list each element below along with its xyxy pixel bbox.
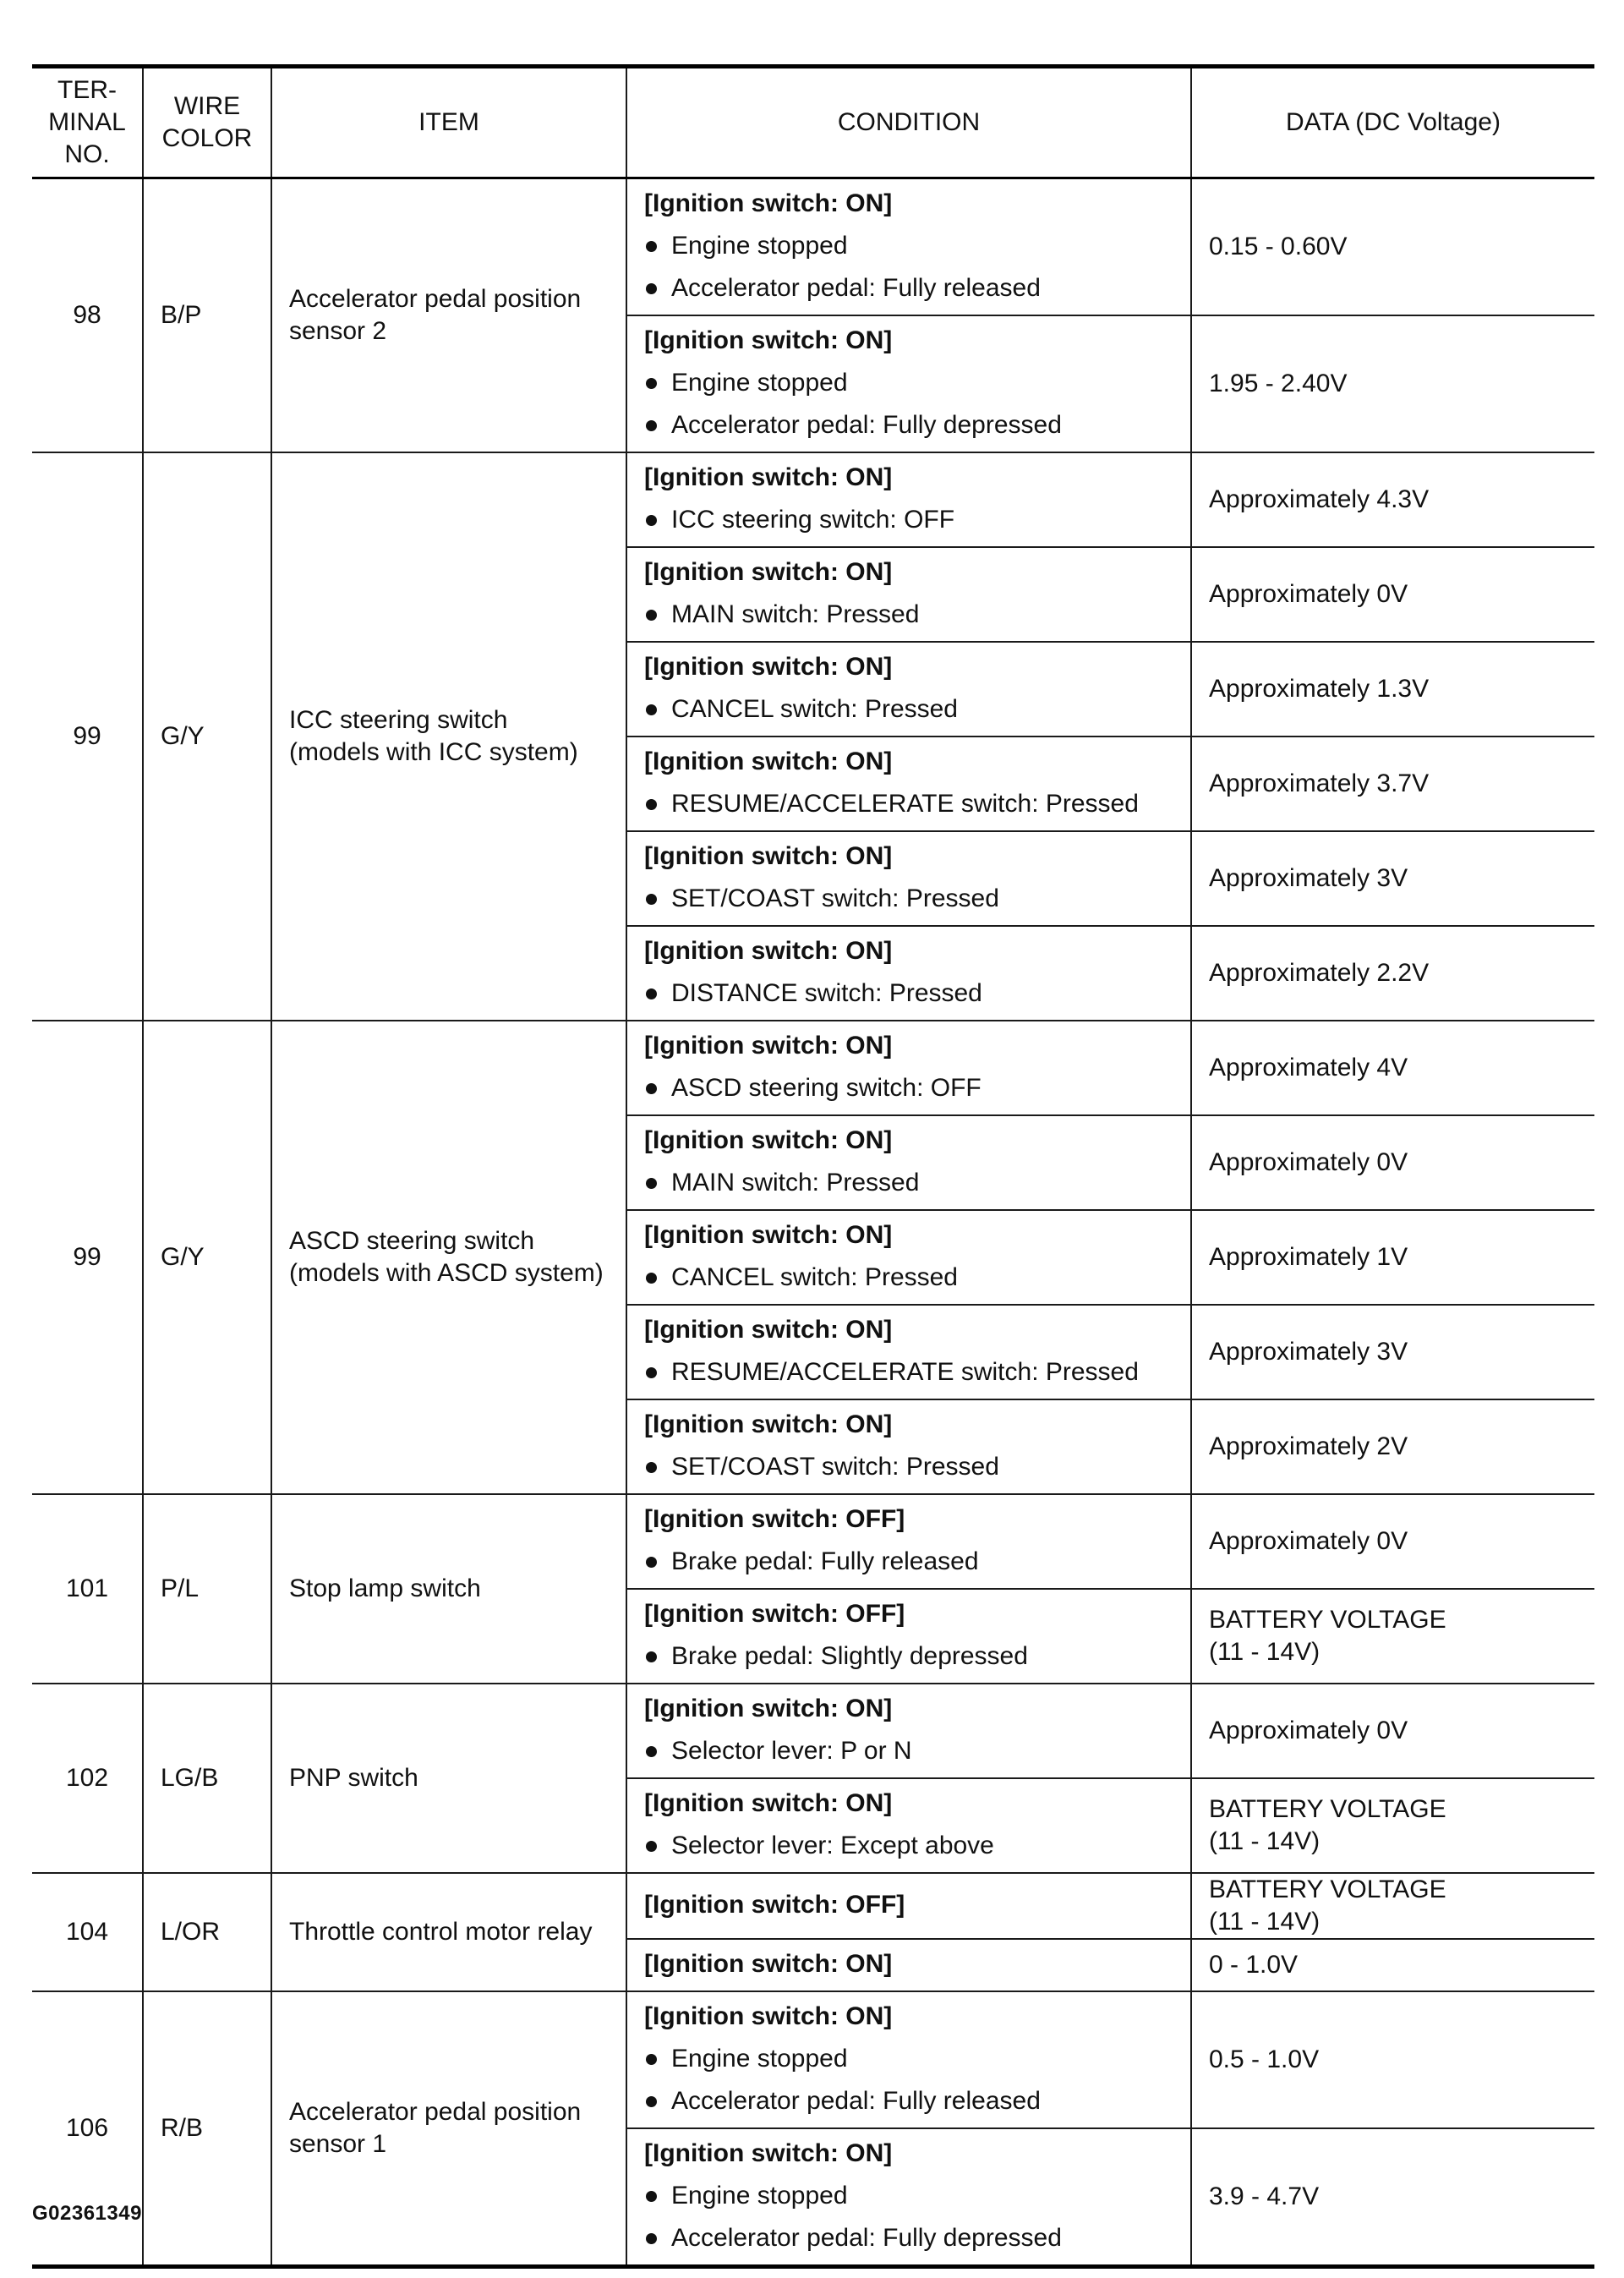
item-text-line: Throttle control motor relay [289, 1918, 593, 1946]
condition-cell [626, 178, 1191, 316]
condition-bullet-text: DISTANCE switch: Pressed [671, 979, 982, 1007]
condition-cell [626, 1494, 1191, 1589]
condition-bullet-text: Accelerator pedal: Fully released [671, 274, 1041, 302]
voltage-data-cell [1191, 178, 1594, 316]
item-cell [271, 1873, 626, 1991]
condition-bullet-text: CANCEL switch: Pressed [671, 1263, 958, 1291]
condition-bullet-text: RESUME/ACCELERATE switch: Pressed [671, 1358, 1139, 1386]
condition-bullet-item [644, 688, 1182, 731]
condition-cell [626, 1684, 1191, 1778]
terminal-no-cell: 101 [32, 1494, 143, 1684]
bullet-icon [646, 1841, 657, 1852]
terminal-no-cell: 106 [32, 1991, 143, 2267]
condition-bullet-item [644, 2080, 1182, 2122]
condition-bullet-text: Selector lever: P or N [671, 1737, 912, 1765]
table-row [32, 1873, 1594, 1939]
condition-bullet-text: SET/COAST switch: Pressed [671, 1453, 999, 1481]
bullet-icon [646, 2096, 657, 2107]
condition-bullet-text: ASCD steering switch: OFF [671, 1074, 982, 1102]
condition-cell [626, 1778, 1191, 1873]
condition-bullet-item [644, 1730, 1182, 1772]
condition-bullet-text: Engine stopped [671, 2182, 848, 2210]
ignition-condition: [Ignition switch: ON] [644, 1221, 893, 1249]
condition-cell [626, 737, 1191, 831]
condition-cell [626, 642, 1191, 737]
condition-bullet-item [644, 783, 1182, 825]
condition-cell [626, 1873, 1191, 1939]
bullet-icon [646, 1083, 657, 1094]
ignition-condition: [Ignition switch: ON] [644, 937, 893, 965]
voltage-value-line: Approximately 0V [1209, 1527, 1408, 1555]
condition-bullet-item [644, 972, 1182, 1015]
item-text-line: ASCD steering switch [289, 1227, 535, 1255]
condition-bullet-item [644, 225, 1182, 267]
voltage-data-cell [1191, 1210, 1594, 1305]
wire-color-cell: G/Y [143, 1021, 271, 1494]
table-row [32, 178, 1594, 316]
header-terminal-no: TER- MINAL NO. [32, 67, 143, 178]
terminal-no-cell: 104 [32, 1873, 143, 1991]
table-row [32, 1021, 1594, 1115]
bullet-icon [646, 1367, 657, 1378]
terminal-no-cell: 98 [32, 178, 143, 453]
condition-cell [626, 547, 1191, 642]
ignition-condition: [Ignition switch: ON] [644, 2002, 893, 2030]
voltage-value-line: (11 - 14V) [1209, 1908, 1321, 1936]
condition-bullet-item [644, 878, 1182, 920]
condition-bullet-item [644, 1162, 1182, 1204]
terminal-no-cell: 99 [32, 452, 143, 1021]
condition-cell [626, 2128, 1191, 2267]
item-text-line: (models with ICC system) [289, 738, 578, 766]
condition-bullet-text: ICC steering switch: OFF [671, 506, 955, 534]
item-text-line: Accelerator pedal position [289, 2098, 582, 2126]
item-text-line: (models with ASCD system) [289, 1259, 604, 1287]
voltage-value-line: Approximately 4V [1209, 1054, 1408, 1082]
bullet-icon [646, 2191, 657, 2202]
condition-bullet-item [644, 1257, 1182, 1299]
voltage-data-cell [1191, 642, 1594, 737]
table-row [32, 1684, 1594, 1778]
condition-bullet-text: MAIN switch: Pressed [671, 1169, 920, 1196]
item-cell [271, 452, 626, 1021]
condition-bullet-text: CANCEL switch: Pressed [671, 695, 958, 723]
condition-cell [626, 1589, 1191, 1684]
voltage-data-cell [1191, 1399, 1594, 1494]
bullet-icon [646, 799, 657, 810]
condition-cell [626, 831, 1191, 926]
voltage-value-line: 3.9 - 4.7V [1209, 2182, 1320, 2210]
condition-bullet-item [644, 2038, 1182, 2080]
table-header [32, 67, 1594, 178]
voltage-data-cell [1191, 547, 1594, 642]
item-text-line: sensor 1 [289, 2130, 387, 2158]
condition-bullet-text: Brake pedal: Slightly depressed [671, 1642, 1028, 1670]
voltage-value-line: 1.95 - 2.40V [1209, 370, 1348, 397]
table-row [32, 1494, 1594, 1589]
voltage-value-line: BATTERY VOLTAGE [1209, 1606, 1446, 1634]
voltage-value-line: Approximately 0V [1209, 580, 1408, 608]
item-cell [271, 1494, 626, 1684]
condition-bullet-item [644, 1541, 1182, 1583]
ignition-condition: [Ignition switch: ON] [644, 1316, 893, 1344]
ignition-condition: [Ignition switch: ON] [644, 842, 893, 870]
item-cell [271, 1684, 626, 1873]
table-body [32, 178, 1594, 2267]
voltage-data-cell [1191, 926, 1594, 1021]
voltage-value-line: BATTERY VOLTAGE [1209, 1795, 1446, 1823]
voltage-data-cell [1191, 1684, 1594, 1778]
condition-bullet-text: Engine stopped [671, 232, 848, 260]
ignition-condition: [Ignition switch: ON] [644, 1950, 893, 1978]
wire-color-cell: R/B [143, 1991, 271, 2267]
item-text-line: Stop lamp switch [289, 1574, 481, 1602]
voltage-value-line: Approximately 0V [1209, 1717, 1408, 1744]
condition-bullet-item [644, 2175, 1182, 2217]
item-text-line: ICC steering switch [289, 706, 508, 734]
terminal-no-cell: 99 [32, 1021, 143, 1494]
ignition-condition: [Ignition switch: ON] [644, 1410, 893, 1438]
condition-cell [626, 452, 1191, 547]
voltage-value-line: Approximately 2.2V [1209, 959, 1430, 987]
voltage-value-line: Approximately 2V [1209, 1432, 1408, 1460]
item-text-line: sensor 2 [289, 317, 387, 345]
wire-color-cell: P/L [143, 1494, 271, 1684]
condition-bullet-text: Engine stopped [671, 2045, 848, 2073]
ignition-condition: [Ignition switch: OFF] [644, 1891, 905, 1919]
header-condition: CONDITION [626, 67, 1191, 178]
bullet-icon [646, 283, 657, 294]
condition-bullet-item [644, 267, 1182, 309]
condition-bullet-item [644, 1446, 1182, 1488]
table-row [32, 1991, 1594, 2128]
voltage-value-line: 0.15 - 0.60V [1209, 233, 1348, 260]
bullet-icon [646, 2054, 657, 2065]
ignition-condition: [Ignition switch: OFF] [644, 1505, 905, 1533]
voltage-data-cell [1191, 1494, 1594, 1589]
bullet-icon [646, 420, 657, 431]
voltage-data-cell [1191, 737, 1594, 831]
voltage-value-line: 0 - 1.0V [1209, 1951, 1299, 1979]
voltage-data-cell [1191, 1991, 1594, 2128]
voltage-value-line: Approximately 4.3V [1209, 485, 1430, 513]
ignition-condition: [Ignition switch: ON] [644, 1695, 893, 1722]
condition-bullet-text: Brake pedal: Fully released [671, 1547, 979, 1575]
condition-bullet-text: SET/COAST switch: Pressed [671, 884, 999, 912]
condition-bullet-text: RESUME/ACCELERATE switch: Pressed [671, 790, 1139, 818]
ignition-condition: [Ignition switch: ON] [644, 1032, 893, 1060]
voltage-value-line: (11 - 14V) [1209, 1827, 1321, 1855]
condition-bullet-text: MAIN switch: Pressed [671, 600, 920, 628]
bullet-icon [646, 1462, 657, 1473]
bullet-icon [646, 894, 657, 905]
voltage-data-cell [1191, 1778, 1594, 1873]
terminal-no-cell: 102 [32, 1684, 143, 1873]
ignition-condition: [Ignition switch: ON] [644, 1789, 893, 1817]
item-text-line: Accelerator pedal position [289, 285, 582, 313]
condition-cell [626, 315, 1191, 452]
header-wire-color: WIRE COLOR [143, 67, 271, 178]
voltage-data-cell [1191, 1021, 1594, 1115]
bullet-icon [646, 515, 657, 526]
ignition-condition: [Ignition switch: ON] [644, 2139, 893, 2167]
condition-bullet-item [644, 499, 1182, 541]
condition-bullet-item [644, 362, 1182, 404]
condition-bullet-item [644, 1067, 1182, 1109]
condition-bullet-text: Accelerator pedal: Fully released [671, 2087, 1041, 2115]
voltage-value-line: Approximately 1V [1209, 1243, 1408, 1271]
condition-bullet-text: Accelerator pedal: Fully depressed [671, 2224, 1062, 2252]
condition-bullet-item [644, 2217, 1182, 2259]
bullet-icon [646, 1651, 657, 1662]
voltage-value-line: Approximately 0V [1209, 1148, 1408, 1176]
condition-cell [626, 1210, 1191, 1305]
condition-bullet-item [644, 404, 1182, 446]
condition-bullet-text: Selector lever: Except above [671, 1832, 994, 1859]
voltage-data-cell [1191, 1939, 1594, 1991]
condition-bullet-item [644, 1351, 1182, 1394]
bullet-icon [646, 1178, 657, 1189]
condition-cell [626, 1991, 1191, 2128]
condition-cell [626, 1939, 1191, 1991]
voltage-data-cell [1191, 831, 1594, 926]
wire-color-cell: L/OR [143, 1873, 271, 1991]
condition-bullet-item [644, 1825, 1182, 1867]
wire-color-cell: LG/B [143, 1684, 271, 1873]
voltage-data-cell [1191, 315, 1594, 452]
bullet-icon [646, 2233, 657, 2244]
voltage-data-cell [1191, 1305, 1594, 1399]
bullet-icon [646, 1746, 657, 1757]
ignition-condition: [Ignition switch: OFF] [644, 1600, 905, 1628]
voltage-data-cell [1191, 1115, 1594, 1210]
table-row [32, 452, 1594, 547]
condition-bullet-text: Accelerator pedal: Fully depressed [671, 411, 1062, 439]
condition-cell [626, 1115, 1191, 1210]
bullet-icon [646, 988, 657, 999]
ignition-condition: [Ignition switch: ON] [644, 1126, 893, 1154]
voltage-value-line: BATTERY VOLTAGE [1209, 1876, 1446, 1903]
voltage-value-line: Approximately 3.7V [1209, 769, 1430, 797]
voltage-data-cell [1191, 2128, 1594, 2267]
voltage-value-line: Approximately 1.3V [1209, 675, 1430, 703]
bullet-icon [646, 1557, 657, 1568]
ignition-condition: [Ignition switch: ON] [644, 747, 893, 775]
condition-bullet-item [644, 1635, 1182, 1678]
item-cell [271, 1021, 626, 1494]
ignition-condition: [Ignition switch: ON] [644, 326, 893, 354]
condition-cell [626, 1399, 1191, 1494]
voltage-value-line: Approximately 3V [1209, 1338, 1408, 1366]
condition-cell [626, 1021, 1191, 1115]
voltage-data-cell [1191, 1589, 1594, 1684]
bullet-icon [646, 378, 657, 389]
header-row [32, 67, 1594, 178]
condition-bullet-text: Engine stopped [671, 369, 848, 397]
voltage-data-cell [1191, 452, 1594, 547]
condition-bullet-item [644, 594, 1182, 636]
bullet-icon [646, 704, 657, 715]
ignition-condition: [Ignition switch: ON] [644, 558, 893, 586]
voltage-value-line: 0.5 - 1.0V [1209, 2045, 1320, 2073]
item-cell [271, 178, 626, 453]
item-text-line: PNP switch [289, 1764, 418, 1792]
voltage-value-line: (11 - 14V) [1209, 1638, 1321, 1666]
header-data: DATA (DC Voltage) [1191, 67, 1594, 178]
bullet-icon [646, 1273, 657, 1284]
bullet-icon [646, 241, 657, 252]
item-cell [271, 1991, 626, 2267]
figure-id: G02361349 [32, 2202, 142, 2225]
wire-color-cell: B/P [143, 178, 271, 453]
ignition-condition: [Ignition switch: ON] [644, 463, 893, 491]
bullet-icon [646, 610, 657, 621]
header-item: ITEM [271, 67, 626, 178]
voltage-value-line: Approximately 3V [1209, 864, 1408, 892]
condition-cell [626, 1305, 1191, 1399]
ignition-condition: [Ignition switch: ON] [644, 189, 893, 217]
ignition-condition: [Ignition switch: ON] [644, 653, 893, 681]
condition-cell [626, 926, 1191, 1021]
voltage-data-cell [1191, 1873, 1594, 1939]
ecm-terminal-data-table [32, 64, 1594, 2269]
wire-color-cell: G/Y [143, 452, 271, 1021]
